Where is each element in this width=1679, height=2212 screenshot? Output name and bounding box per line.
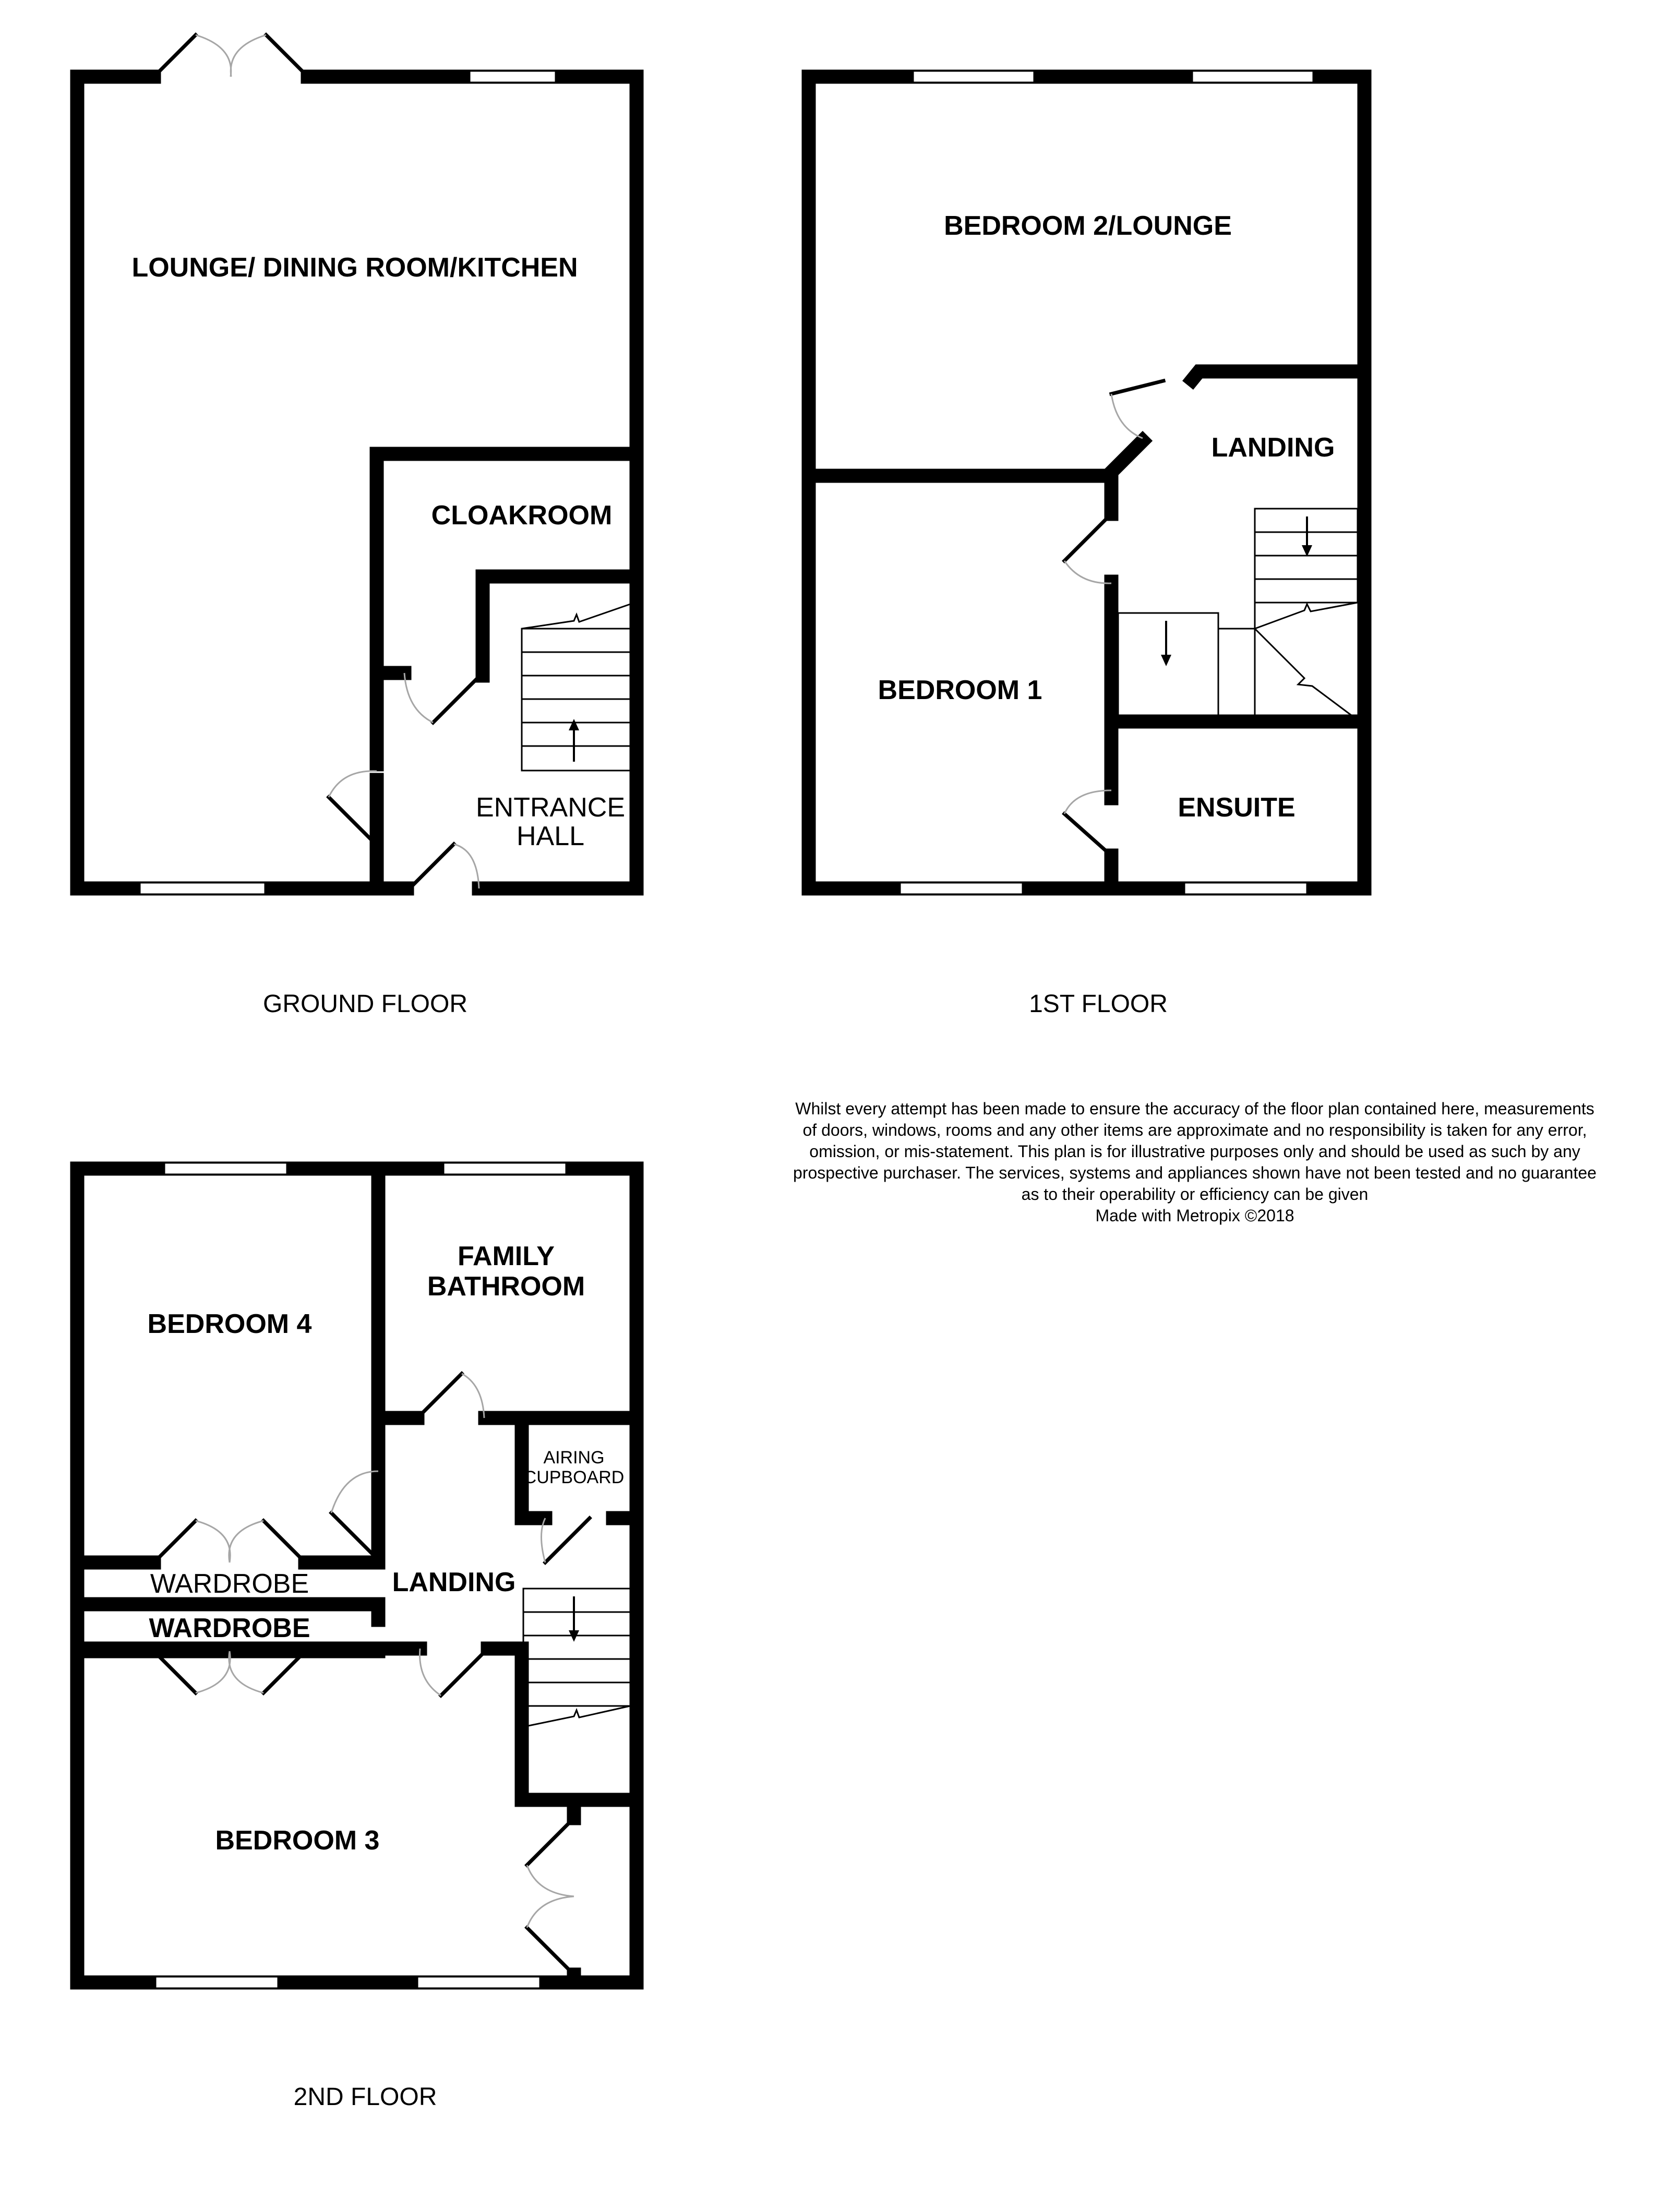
room-label-airing: AIRING	[543, 1448, 605, 1468]
second-floor-plan	[77, 1163, 637, 2111]
french-door-left	[154, 35, 196, 77]
floor-label-second: 2ND FLOOR	[293, 2083, 437, 2111]
room-label-bedroom3: BEDROOM 3	[215, 1825, 380, 1856]
wardrobe-upper-door-left	[154, 1521, 196, 1562]
bedroom3-cupboard-door-upper-swing	[527, 1865, 574, 1896]
first-floor-stairs	[1118, 509, 1358, 720]
bedroom3-cupboard-door-upper	[527, 1818, 574, 1865]
disclaimer-credit: Made with Metropix ©2018	[1095, 1206, 1294, 1225]
ground-floor-outer-wall	[77, 77, 637, 888]
cloakroom-door	[433, 673, 483, 723]
bedroom3-window-right	[417, 1977, 540, 1988]
ensuite-door	[1064, 814, 1111, 856]
bedroom2-bedroom1-wall	[809, 476, 1111, 514]
disclaimer-line: prospective purchaser. The services, systems and appliances shown have not been tested and no guarantee	[793, 1163, 1597, 1182]
room-label-wardrobe-upper: WARDROBE	[150, 1569, 309, 1599]
bedroom3-cupboard-door-lower	[527, 1928, 574, 1975]
bedroom2-door-swing	[1111, 394, 1143, 438]
bedroom1-door	[1064, 514, 1111, 561]
disclaimer-text	[723, 1098, 1667, 1227]
first-floor-plan	[809, 71, 1364, 1018]
ground-floor-stairs	[522, 604, 630, 771]
disclaimer-line: omission, or mis-statement. This plan is for illustrative purposes only and should be used as such by any	[809, 1142, 1580, 1161]
stair-enclosure-wall	[488, 1649, 637, 1800]
room-label-bathroom: BATHROOM	[427, 1271, 585, 1302]
room-label-ensuite: ENSUITE	[1178, 792, 1296, 823]
bathroom-door	[417, 1374, 462, 1418]
landing-angled-wall	[1111, 441, 1143, 472]
disclaimer-line: of doors, windows, rooms and any other items are approximate and no responsibility is taken for any error,	[802, 1121, 1587, 1139]
bedroom3-cupboard-door-lower-swing	[527, 1896, 574, 1928]
floor-label-ground: GROUND FLOOR	[262, 990, 468, 1018]
cloakroom-door-swing	[404, 673, 433, 723]
bedroom2-door	[1111, 381, 1164, 394]
bedroom3-window-left	[155, 1977, 278, 1988]
bedroom1-window	[900, 883, 1023, 894]
wardrobe-lower-wall	[77, 1649, 420, 1651]
ensuite-window	[1184, 883, 1307, 894]
lounge-window-top	[470, 71, 556, 82]
room-label-landing-second: LANDING	[392, 1567, 516, 1597]
hall-lounge-door	[329, 797, 377, 845]
bedroom2-window-left	[913, 71, 1034, 82]
lounge-window-bottom	[140, 883, 265, 894]
room-label-entrance: ENTRANCE	[475, 792, 626, 823]
wardrobe-upper-door-right	[263, 1521, 305, 1562]
entrance-hall-wall	[377, 845, 407, 888]
bathroom-window	[443, 1163, 566, 1174]
hall-lounge-door-swing	[329, 771, 377, 797]
room-label-hall: HALL	[516, 821, 585, 851]
disclaimer-line: Whilst every attempt has been made to ensure the accuracy of the floor plan contained here, measurements	[795, 1099, 1594, 1118]
room-label-bedroom4: BEDROOM 4	[147, 1309, 312, 1339]
bedroom4-window	[164, 1163, 287, 1174]
room-label-cloakroom: CLOAKROOM	[431, 500, 613, 531]
disclaimer-line: as to their operability or efficiency can be given	[1021, 1185, 1369, 1204]
floor-label-first: 1ST FLOOR	[1029, 990, 1168, 1018]
french-door-right	[266, 35, 308, 77]
french-door-left-swing	[196, 35, 231, 77]
cloakroom-inner-wall	[483, 576, 637, 676]
room-label-lounge-dining-kitchen: LOUNGE/ DINING ROOM/KITCHEN	[131, 253, 578, 283]
room-label-cupboard: CUPBOARD	[523, 1468, 625, 1487]
room-label-bedroom1: BEDROOM 1	[878, 675, 1042, 705]
room-label-family: FAMILY	[458, 1241, 555, 1271]
wardrobe-upper-door-right-swing	[229, 1521, 263, 1562]
room-label-landing-first: LANDING	[1211, 432, 1335, 463]
second-floor-stairs	[523, 1589, 630, 1795]
front-door	[410, 844, 454, 888]
french-door-right-swing	[231, 35, 266, 77]
wardrobe-upper-door-left-swing	[196, 1521, 230, 1562]
room-label-bedroom2-lounge: BEDROOM 2/LOUNGE	[944, 211, 1232, 241]
bedroom3-door	[441, 1649, 488, 1696]
bedroom2-window-right	[1192, 71, 1313, 82]
ground-floor-plan	[77, 35, 637, 1018]
landing-top-wall	[1192, 371, 1364, 380]
room-label-wardrobe-lower: WARDROBE	[149, 1613, 310, 1643]
